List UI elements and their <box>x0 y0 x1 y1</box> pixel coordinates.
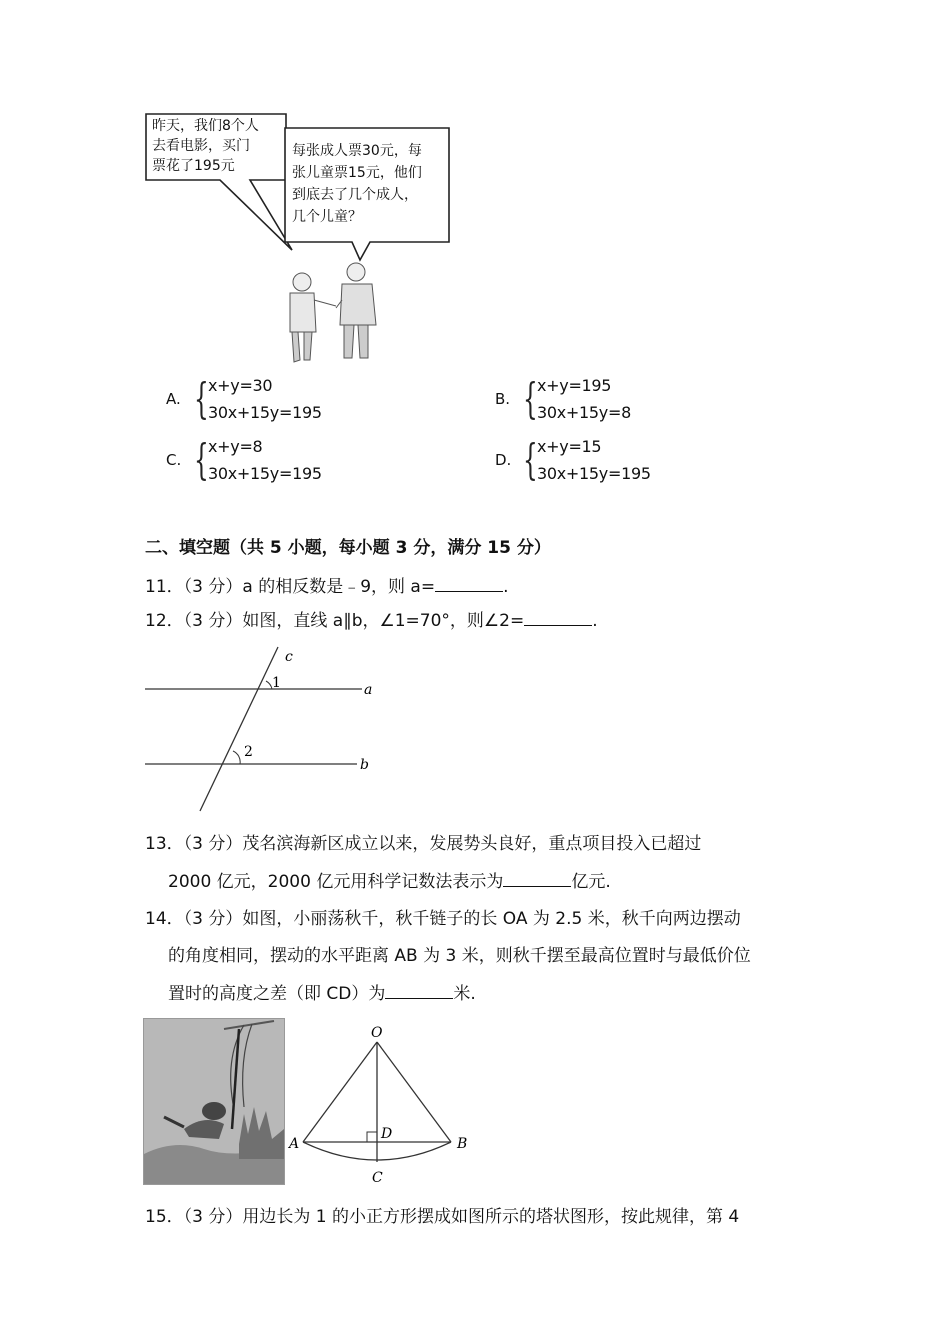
question-text-end: 亿元. <box>571 872 611 892</box>
label-a: a <box>364 682 373 698</box>
cartoon-figure <box>140 110 460 370</box>
swing-sketch-image <box>144 1019 284 1184</box>
question-14-line-3 <box>168 976 808 1012</box>
answer-blank[interactable] <box>503 872 571 887</box>
option-c[interactable] <box>166 437 366 493</box>
question-score: （3 分） <box>183 834 243 854</box>
question-number: 11． <box>145 577 184 597</box>
answer-blank[interactable] <box>385 984 453 999</box>
option-label: B. <box>495 390 511 408</box>
brace-icon: { <box>194 374 209 423</box>
question-number: 15． <box>145 1207 184 1227</box>
option-label: A. <box>166 390 181 408</box>
bubble-right-line: 每张成人票30元，每 <box>292 143 422 159</box>
answer-blank[interactable] <box>435 577 503 592</box>
label-angle-2: 2 <box>244 744 253 760</box>
equation-1: x+y=15 <box>537 437 602 456</box>
section-title: 二、填空题（共 5 小题，每小题 3 分，满分 15 分） <box>145 538 551 558</box>
question-13 <box>145 826 810 862</box>
question-text-end: . <box>592 611 598 631</box>
question-number: 13． <box>145 834 184 854</box>
swing-geometry-figure <box>285 1020 485 1190</box>
brace-icon: { <box>523 435 538 484</box>
question-12 <box>145 603 810 639</box>
question-14 <box>145 901 810 937</box>
parallel-lines-diagram <box>140 645 380 815</box>
answer-blank[interactable] <box>524 611 592 626</box>
question-text: 如图，直线 a∥b，∠1=70°，则∠2= <box>242 611 525 631</box>
equation-2: 30x+15y=195 <box>537 464 651 483</box>
label-b: B <box>457 1136 468 1152</box>
question-11 <box>145 569 810 605</box>
label-angle-1: 1 <box>272 675 281 691</box>
label-c: c <box>285 649 293 665</box>
question-score: （3 分） <box>183 1207 243 1227</box>
label-c: C <box>372 1170 383 1186</box>
swing-photo <box>143 1018 285 1185</box>
question-number: 14． <box>145 909 184 929</box>
brace-icon: { <box>523 374 538 423</box>
equation-1: x+y=8 <box>208 437 263 456</box>
question-text: 如图，小丽荡秋千，秋千链子的长 OA 为 2.5 米，秋千向两边摆动 <box>242 909 741 929</box>
label-o: O <box>371 1025 383 1041</box>
question-text: 茂名滨海新区成立以来，发展势头良好，重点项目投入已超过 <box>242 834 702 854</box>
bubble-left-line: 票花了195元 <box>152 158 235 174</box>
option-label: D. <box>495 451 512 469</box>
question-text: 用边长为 1 的小正方形摆成如图所示的塔状图形，按此规律，第 4 <box>242 1207 740 1227</box>
question-text: 的角度相同，摆动的水平距离 AB 为 3 米，则秋千摆至最高位置时与最低价位 <box>168 946 751 966</box>
label-a: A <box>289 1136 300 1152</box>
bubble-right-line: 张儿童票15元，他们 <box>292 165 422 181</box>
bubble-left-line: 去看电影，买门 <box>152 138 250 154</box>
equation-1: x+y=30 <box>208 376 273 395</box>
option-d[interactable] <box>495 437 695 493</box>
swing-geometry-diagram <box>285 1020 485 1190</box>
equation-2: 30x+15y=195 <box>208 464 322 483</box>
equation-2: 30x+15y=195 <box>208 403 322 422</box>
bubble-right-line: 到底去了几个成人， <box>292 187 418 203</box>
question-14-line-2 <box>168 938 808 974</box>
option-b[interactable] <box>495 376 695 432</box>
label-d: D <box>381 1126 393 1142</box>
option-label: C. <box>166 451 182 469</box>
right-bubble-text <box>292 140 452 228</box>
question-13-line-2 <box>168 864 808 900</box>
option-a[interactable] <box>166 376 366 432</box>
bubble-right-line: 几个儿童？ <box>292 209 362 225</box>
equation-1: x+y=195 <box>537 376 612 395</box>
question-score: （3 分） <box>183 909 243 929</box>
equation-2: 30x+15y=8 <box>537 403 631 422</box>
question-text: 2000 亿元，2000 亿元用科学记数法表示为 <box>168 872 504 892</box>
question-score: （3 分） <box>183 611 243 631</box>
left-bubble-text <box>152 116 287 176</box>
question-number: 12． <box>145 611 184 631</box>
question-text: 置时的高度之差（即 CD）为 <box>168 984 386 1004</box>
question-15 <box>145 1199 810 1235</box>
question-text-end: . <box>503 577 509 597</box>
parallel-lines-figure <box>140 645 380 815</box>
brace-icon: { <box>194 435 209 484</box>
question-score: （3 分） <box>183 577 243 597</box>
question-text: a 的相反数是﹣9，则 a= <box>242 577 436 597</box>
label-b: b <box>360 757 369 773</box>
bubble-left-line: 昨天，我们8个人 <box>152 118 259 134</box>
question-text-end: 米. <box>453 984 476 1004</box>
